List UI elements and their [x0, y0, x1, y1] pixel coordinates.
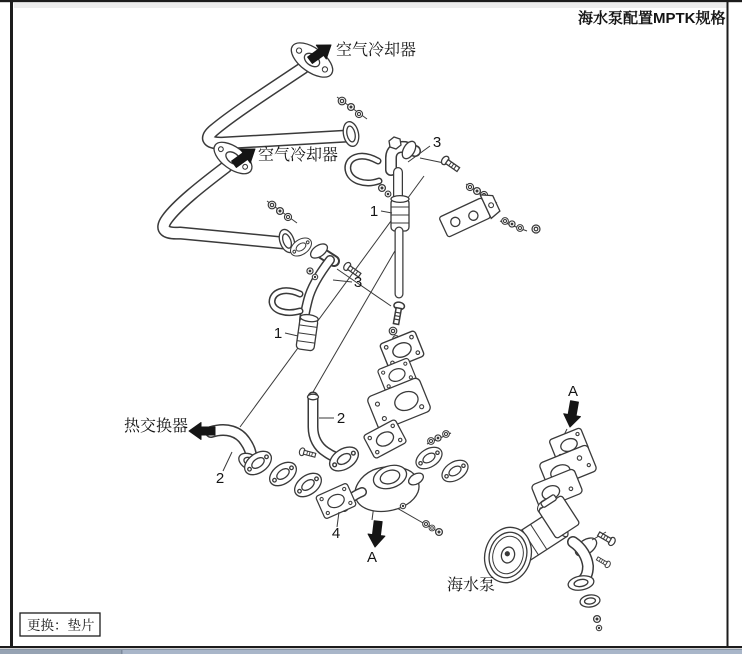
callout-1-mid: 1 — [273, 325, 283, 342]
horizontal-scrollbar[interactable] — [0, 649, 742, 654]
cover-plate — [366, 377, 431, 431]
label-air-cooler-top: 空气冷却器 — [336, 42, 417, 59]
callout-2-right: 2 — [336, 410, 346, 427]
callout-3-mid: 3 — [353, 274, 363, 291]
arrow-a-right — [562, 400, 583, 429]
pipe-collar — [341, 120, 361, 148]
center-flange-stack — [366, 301, 431, 431]
callout-1-top: 1 — [369, 203, 379, 220]
callout-3-top: 3 — [432, 134, 442, 151]
bolt — [596, 555, 612, 568]
hex-fitting — [389, 137, 401, 149]
hose-connector-1 — [391, 196, 409, 231]
callout-4: 4 — [331, 525, 341, 542]
bolt — [596, 530, 616, 547]
gasket — [363, 419, 407, 459]
pipe-flange — [325, 442, 362, 476]
label-air-cooler-mid: 空气冷却器 — [258, 147, 339, 164]
washer-ring — [579, 594, 600, 609]
replace-note-box — [20, 613, 100, 636]
arrow-a-bottom — [367, 520, 387, 548]
callout-a-right: A — [567, 383, 579, 400]
mounting-bracket — [438, 183, 540, 238]
bolt — [391, 301, 405, 325]
label-heat-exchanger: 热交换器 — [124, 418, 189, 435]
replace-note-text: 更换：垫片 — [27, 618, 95, 633]
gasket — [438, 456, 472, 486]
callout-a-bottom: A — [366, 549, 378, 566]
bolt — [299, 447, 317, 459]
outlet-pipe-center — [299, 394, 363, 476]
outlet-flange — [567, 574, 595, 592]
label-sea-water-pump: 海水泵 — [447, 577, 496, 594]
gasket-item4 — [315, 483, 356, 519]
sea-water-pump — [478, 491, 616, 631]
bolt — [440, 155, 461, 174]
gasket — [412, 443, 446, 473]
callout-2-left: 2 — [215, 470, 225, 487]
page-title: 海水泵配置MPTK规格 — [578, 10, 726, 27]
